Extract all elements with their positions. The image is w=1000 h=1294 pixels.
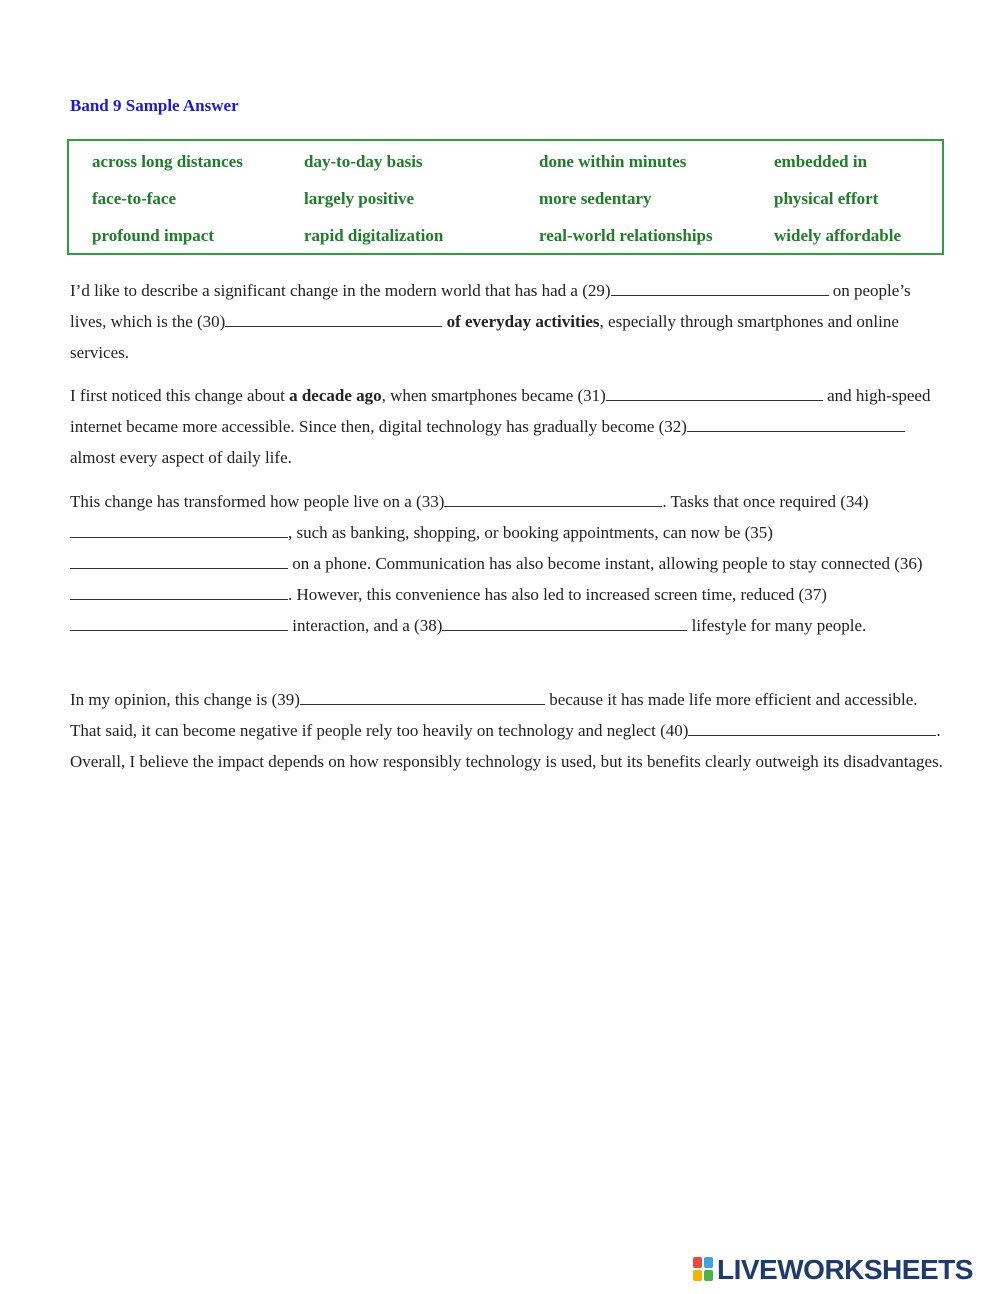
bold-phrase: of everyday activities [446,312,600,331]
paragraph-text: because it has made life more efficient and accessible. That said, it can become negative if people rely too heavily on technology and neglect (40) [70,690,918,740]
paragraph-text: and high-speed internet became more accessible. Since then, digital technology has gradually become (32) [70,386,931,436]
paragraph-text: almost every aspect of daily life. [70,448,292,467]
answer-blank-29[interactable] [611,277,829,296]
word-bank-item[interactable]: more sedentary [539,189,652,208]
word-bank-item[interactable]: profound impact [92,226,215,245]
word-bank-item[interactable]: embedded in [774,152,868,171]
word-bank-item[interactable]: done within minutes [539,152,687,171]
answer-blank-34[interactable] [70,519,288,538]
paragraph-text: I’d like to describe a significant change in the modern world that has had a (29) [70,281,611,300]
paragraph-text: I first noticed this change about [70,386,290,405]
answer-blank-31[interactable] [606,382,823,401]
word-bank-item[interactable]: physical effort [774,189,879,208]
paragraph-3 [70,486,950,641]
word-bank-item[interactable]: day-to-day basis [304,152,423,171]
bold-phrase: a decade ago [289,386,382,405]
paragraph-text: on people’s lives, which is the (30) [70,281,911,331]
word-bank-item[interactable]: face-to-face [92,189,176,208]
paragraph-text: on a phone. Communication has also become instant, allowing people to stay connected (36) [288,554,923,573]
word-bank-item[interactable]: real-world relationships [539,226,713,245]
paragraph-text: lifestyle for many people. [687,616,867,635]
logo-blocks-icon [693,1257,715,1283]
paragraph-text: . Tasks that once required (34) [662,492,869,511]
paragraph-text: In my opinion, this change is (39) [70,690,300,709]
answer-blank-39[interactable] [300,686,545,705]
liveworksheets-logo[interactable] [693,1253,973,1287]
answer-blank-30[interactable] [225,308,442,327]
paragraph-text: , such as banking, shopping, or booking appointments, can now be (35) [288,523,773,542]
answer-blank-32[interactable] [687,413,905,432]
paragraph-text: interaction, and a (38) [288,616,443,635]
word-bank-item[interactable]: across long distances [92,152,243,171]
word-bank [67,139,944,255]
logo-text: LIVEWORKSHEETS [717,1254,973,1285]
paragraph-4 [70,684,950,777]
answer-blank-33[interactable] [444,488,662,507]
word-bank-item[interactable]: widely affordable [774,226,902,245]
paragraph-text: . Overall, I believe the impact depends on how responsibly technology is used, but its benefits clearly outweigh its disadvantages. [70,721,943,771]
answer-blank-35[interactable] [70,550,288,569]
paragraph-2 [70,380,950,473]
answer-blank-36[interactable] [70,581,288,600]
paragraph-text: , especially through smartphones and online services. [70,312,899,362]
word-bank-item[interactable]: largely positive [304,189,415,208]
answer-blank-37[interactable] [70,612,288,631]
paragraph-text: This change has transformed how people live on a (33) [70,492,445,511]
paragraph-text: , when smartphones became (31) [381,386,606,405]
paragraph-1 [70,275,950,368]
page-title: Band 9 Sample Answer [70,96,239,115]
answer-blank-38[interactable] [442,612,687,631]
paragraph-text: . However, this convenience has also led to increased screen time, reduced (37) [288,585,827,604]
answer-blank-40[interactable] [688,717,936,736]
word-bank-item[interactable]: rapid digitalization [304,226,444,245]
